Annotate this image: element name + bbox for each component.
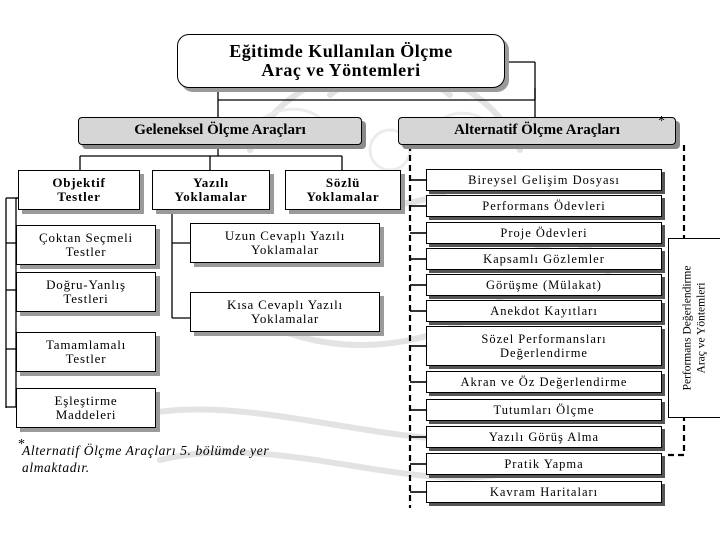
title-line-1: Eğitimde Kullanılan Ölçme — [229, 41, 453, 62]
short-answer-box — [190, 292, 380, 332]
true-false-box — [16, 272, 156, 312]
completion-tests-line-1: Tamamlamalı — [45, 337, 127, 353]
matching-items-line-2: Maddeleri — [55, 407, 117, 422]
alt-item-observations — [426, 248, 662, 270]
short-answer-line-2: Yoklamalar — [250, 311, 320, 326]
performance-assessment-line-2: Araç ve Yöntemleri — [695, 282, 708, 374]
footnote-line-2: almaktadır. — [22, 459, 90, 475]
written-exams-box — [152, 170, 270, 210]
objective-tests-line-1: Objektif — [52, 175, 106, 191]
alt-item-concept-maps — [426, 481, 662, 503]
alt-item-label: Bireysel Gelişim Dosyası — [468, 172, 620, 187]
alt-item-interview — [426, 274, 662, 296]
alt-item-label: Tutumları Ölçme — [493, 402, 595, 417]
long-answer-box — [190, 223, 380, 263]
oral-exams-line-2: Yoklamalar — [306, 189, 380, 204]
traditional-tools-box — [78, 117, 362, 145]
written-exams-line-2: Yoklamalar — [174, 189, 248, 204]
alt-item-label: Görüşme (Mülakat) — [486, 277, 602, 292]
alternative-tools-box — [398, 117, 676, 145]
alternative-footnote-marker: * — [658, 114, 665, 129]
completion-tests-box — [16, 332, 156, 372]
alt-item-portfolio — [426, 169, 662, 191]
matching-items-box — [16, 388, 156, 428]
performance-assessment-label — [680, 266, 709, 391]
alt-item-performance-tasks — [426, 195, 662, 217]
true-false-line-1: Doğru-Yanlış — [46, 277, 126, 293]
matching-items-line-1: Eşleştirme — [54, 393, 118, 409]
objective-tests-line-2: Testler — [57, 189, 101, 204]
alt-item-label-2: Değerlendirme — [500, 346, 588, 360]
alt-item-anecdotal-records — [426, 300, 662, 322]
objective-tests-box — [18, 170, 140, 210]
true-false-line-2: Testleri — [63, 291, 109, 306]
multiple-choice-line-1: Çoktan Seçmeli — [39, 230, 133, 246]
short-answer-line-1: Kısa Cevaplı Yazılı — [227, 297, 343, 313]
alt-item-label: Performans Ödevleri — [482, 198, 606, 213]
long-answer-line-2: Yoklamalar — [250, 242, 320, 257]
oral-exams-box — [285, 170, 401, 210]
alt-item-label: Sözel Performansları — [481, 331, 607, 346]
alt-item-projects — [426, 222, 662, 244]
long-answer-line-1: Uzun Cevaplı Yazılı — [224, 228, 346, 244]
footnote-marker: * — [18, 437, 26, 452]
traditional-tools-label: Geleneksel Ölçme Araçları — [134, 122, 306, 139]
diagram-title — [177, 34, 505, 88]
oral-exams-line-1: Sözlü — [325, 175, 361, 191]
footnote — [18, 437, 270, 477]
performance-assessment-line-1: Performans Değerlendirme — [681, 265, 694, 391]
alt-item-label: Pratik Yapma — [504, 456, 584, 471]
title-line-2: Araç ve Yöntemleri — [261, 60, 421, 80]
alt-item-peer-self-assessment — [426, 371, 662, 393]
written-exams-line-1: Yazılı — [193, 175, 229, 191]
alt-item-label: Yazılı Görüş Alma — [488, 429, 600, 444]
alternative-tools-label: Alternatif Ölçme Araçları — [454, 122, 620, 139]
multiple-choice-box — [16, 225, 156, 265]
performance-assessment-box — [668, 238, 720, 418]
alt-item-label: Akran ve Öz Değerlendirme — [460, 374, 628, 389]
alt-item-label: Kavram Haritaları — [489, 484, 599, 499]
footnote-line-1: Alternatif Ölçme Araçları 5. bölümde yer — [22, 443, 270, 458]
alt-item-label: Anekdot Kayıtları — [490, 303, 598, 318]
alt-item-label: Kapsamlı Gözlemler — [483, 251, 605, 266]
alt-item-practice — [426, 453, 662, 475]
alt-item-verbal-performance — [426, 326, 662, 366]
completion-tests-line-2: Testler — [65, 351, 107, 366]
alt-item-label: Proje Ödevleri — [500, 225, 588, 240]
alt-item-written-opinion — [426, 426, 662, 448]
alt-item-attitude-measurement — [426, 399, 662, 421]
multiple-choice-line-2: Testler — [65, 244, 107, 259]
